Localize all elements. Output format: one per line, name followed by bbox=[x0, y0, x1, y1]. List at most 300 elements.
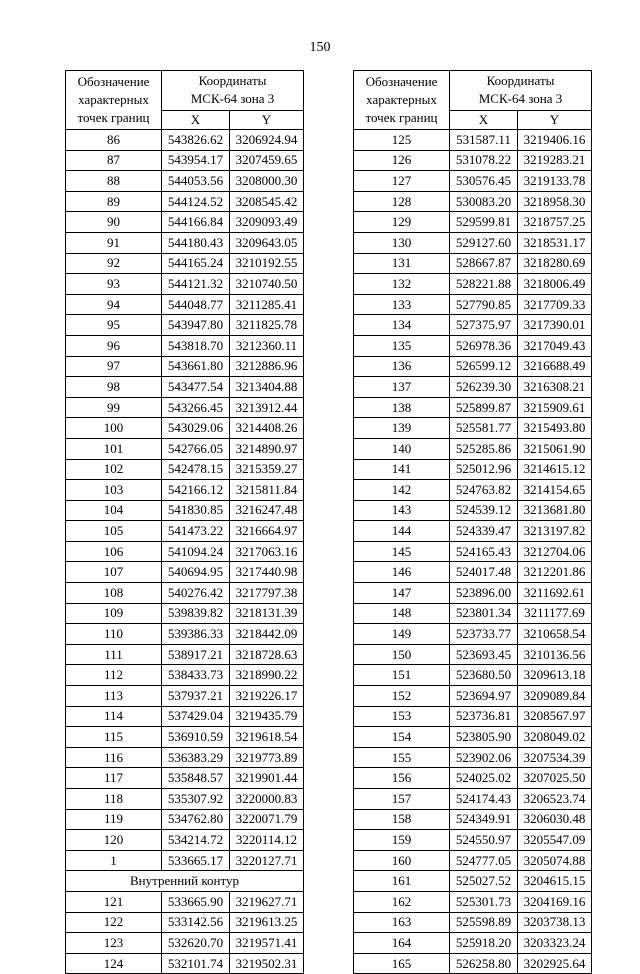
point-id-cell: 86 bbox=[66, 130, 162, 151]
coordinates-table-left bbox=[65, 70, 304, 974]
x-coordinate-cell: 544165.24 bbox=[162, 253, 230, 274]
table-row bbox=[354, 541, 592, 562]
point-id-cell: 121 bbox=[66, 891, 162, 912]
point-id-cell: 106 bbox=[66, 541, 162, 562]
point-id-cell: 139 bbox=[354, 418, 450, 439]
table-row bbox=[66, 335, 304, 356]
table-row bbox=[354, 891, 592, 912]
table-row bbox=[66, 191, 304, 212]
y-coordinate-cell: 3209089.84 bbox=[518, 686, 592, 707]
y-coordinate-cell: 3205074.88 bbox=[518, 850, 592, 871]
point-id-cell: 123 bbox=[66, 933, 162, 954]
y-coordinate-cell: 3218757.25 bbox=[518, 212, 592, 233]
x-coordinate-cell: 533665.90 bbox=[162, 891, 230, 912]
table-row bbox=[66, 480, 304, 501]
point-id-cell: 116 bbox=[66, 747, 162, 768]
y-coordinate-cell: 3212360.11 bbox=[230, 335, 304, 356]
point-id-cell: 128 bbox=[354, 191, 450, 212]
x-coordinate-cell: 535307.92 bbox=[162, 789, 230, 810]
x-coordinate-cell: 523801.34 bbox=[450, 603, 518, 624]
table-row bbox=[66, 624, 304, 645]
table-row bbox=[66, 171, 304, 192]
y-coordinate-cell: 3215493.80 bbox=[518, 418, 592, 439]
table-row bbox=[66, 274, 304, 295]
point-id-cell: 1 bbox=[66, 850, 162, 871]
point-id-cell: 144 bbox=[354, 521, 450, 542]
point-id-cell: 111 bbox=[66, 644, 162, 665]
x-coordinate-cell: 543477.54 bbox=[162, 377, 230, 398]
point-id-cell: 89 bbox=[66, 191, 162, 212]
y-coordinate-cell: 3212886.96 bbox=[230, 356, 304, 377]
point-id-cell: 158 bbox=[354, 809, 450, 830]
x-coordinate-cell: 529599.81 bbox=[450, 212, 518, 233]
point-id-cell: 155 bbox=[354, 747, 450, 768]
y-coordinate-cell: 3205547.09 bbox=[518, 830, 592, 851]
point-id-cell: 147 bbox=[354, 583, 450, 604]
y-coordinate-cell: 3207534.39 bbox=[518, 747, 592, 768]
x-coordinate-cell: 526599.12 bbox=[450, 356, 518, 377]
y-coordinate-cell: 3219502.31 bbox=[230, 953, 304, 974]
table-row bbox=[354, 603, 592, 624]
x-coordinate-cell: 530576.45 bbox=[450, 171, 518, 192]
point-id-cell: 105 bbox=[66, 521, 162, 542]
x-coordinate-cell: 525285.86 bbox=[450, 438, 518, 459]
y-coordinate-cell: 3220071.79 bbox=[230, 809, 304, 830]
table-row bbox=[66, 541, 304, 562]
header-point-label bbox=[66, 71, 162, 130]
x-coordinate-cell: 544048.77 bbox=[162, 294, 230, 315]
header-coordinates bbox=[162, 71, 304, 111]
x-coordinate-cell: 538433.73 bbox=[162, 665, 230, 686]
table-row bbox=[354, 583, 592, 604]
y-coordinate-cell: 3215359.27 bbox=[230, 459, 304, 480]
header-coords-label: Координаты bbox=[198, 73, 267, 89]
y-coordinate-cell: 3204169.16 bbox=[518, 891, 592, 912]
x-coordinate-cell: 524539.12 bbox=[450, 500, 518, 521]
point-id-cell: 91 bbox=[66, 232, 162, 253]
x-coordinate-cell: 523896.00 bbox=[450, 583, 518, 604]
x-coordinate-cell: 542166.12 bbox=[162, 480, 230, 501]
x-coordinate-cell: 542478.15 bbox=[162, 459, 230, 480]
table-row bbox=[354, 850, 592, 871]
table-row bbox=[354, 150, 592, 171]
x-coordinate-cell: 525027.52 bbox=[450, 871, 518, 892]
point-id-cell: 102 bbox=[66, 459, 162, 480]
y-coordinate-cell: 3208000.30 bbox=[230, 171, 304, 192]
y-coordinate-cell: 3219901.44 bbox=[230, 768, 304, 789]
y-coordinate-cell: 3215909.61 bbox=[518, 397, 592, 418]
table-row bbox=[66, 356, 304, 377]
point-id-cell: 119 bbox=[66, 809, 162, 830]
point-id-cell: 138 bbox=[354, 397, 450, 418]
x-coordinate-cell: 536383.29 bbox=[162, 747, 230, 768]
table-row bbox=[354, 438, 592, 459]
y-coordinate-cell: 3210136.56 bbox=[518, 644, 592, 665]
header-y: Y bbox=[518, 110, 592, 129]
y-coordinate-cell: 3218442.09 bbox=[230, 624, 304, 645]
x-coordinate-cell: 524165.43 bbox=[450, 541, 518, 562]
table-row bbox=[66, 953, 304, 974]
point-id-cell: 136 bbox=[354, 356, 450, 377]
point-id-cell: 93 bbox=[66, 274, 162, 295]
x-coordinate-cell: 525918.20 bbox=[450, 933, 518, 954]
point-id-cell: 103 bbox=[66, 480, 162, 501]
y-coordinate-cell: 3218131.39 bbox=[230, 603, 304, 624]
point-id-cell: 114 bbox=[66, 706, 162, 727]
y-coordinate-cell: 3219283.21 bbox=[518, 150, 592, 171]
x-coordinate-cell: 539839.82 bbox=[162, 603, 230, 624]
y-coordinate-cell: 3220000.83 bbox=[230, 789, 304, 810]
table-row bbox=[354, 953, 592, 974]
point-id-cell: 132 bbox=[354, 274, 450, 295]
point-id-cell: 160 bbox=[354, 850, 450, 871]
x-coordinate-cell: 528667.87 bbox=[450, 253, 518, 274]
point-id-cell: 98 bbox=[66, 377, 162, 398]
y-coordinate-cell: 3214615.12 bbox=[518, 459, 592, 480]
table-row bbox=[66, 706, 304, 727]
table-row bbox=[66, 912, 304, 933]
point-id-cell: 97 bbox=[66, 356, 162, 377]
x-coordinate-cell: 543029.06 bbox=[162, 418, 230, 439]
point-id-cell: 163 bbox=[354, 912, 450, 933]
point-id-cell: 159 bbox=[354, 830, 450, 851]
x-coordinate-cell: 537937.21 bbox=[162, 686, 230, 707]
x-coordinate-cell: 543947.80 bbox=[162, 315, 230, 336]
table-row bbox=[354, 253, 592, 274]
table-row bbox=[66, 583, 304, 604]
x-coordinate-cell: 538917.21 bbox=[162, 644, 230, 665]
x-coordinate-cell: 531587.11 bbox=[450, 130, 518, 151]
y-coordinate-cell: 3219618.54 bbox=[230, 727, 304, 748]
point-id-cell: 142 bbox=[354, 480, 450, 501]
table-row bbox=[354, 809, 592, 830]
y-coordinate-cell: 3216664.97 bbox=[230, 521, 304, 542]
y-coordinate-cell: 3217049.43 bbox=[518, 335, 592, 356]
x-coordinate-cell: 534762.80 bbox=[162, 809, 230, 830]
x-coordinate-cell: 528221.88 bbox=[450, 274, 518, 295]
y-coordinate-cell: 3206924.94 bbox=[230, 130, 304, 151]
y-coordinate-cell: 3219226.17 bbox=[230, 686, 304, 707]
header-x: X bbox=[450, 110, 518, 129]
y-coordinate-cell: 3207025.50 bbox=[518, 768, 592, 789]
y-coordinate-cell: 3216688.49 bbox=[518, 356, 592, 377]
x-coordinate-cell: 525581.77 bbox=[450, 418, 518, 439]
left-table-body bbox=[66, 130, 304, 974]
x-coordinate-cell: 543826.62 bbox=[162, 130, 230, 151]
point-id-cell: 126 bbox=[354, 150, 450, 171]
x-coordinate-cell: 543661.80 bbox=[162, 356, 230, 377]
table-row bbox=[354, 212, 592, 233]
table-row bbox=[354, 521, 592, 542]
x-coordinate-cell: 543266.45 bbox=[162, 397, 230, 418]
x-coordinate-cell: 525899.87 bbox=[450, 397, 518, 418]
x-coordinate-cell: 532620.70 bbox=[162, 933, 230, 954]
table-row bbox=[66, 747, 304, 768]
table-row bbox=[66, 603, 304, 624]
section-label-inner-contour: Внутренний контур bbox=[66, 871, 304, 892]
y-coordinate-cell: 3211285.41 bbox=[230, 294, 304, 315]
table-row bbox=[354, 686, 592, 707]
table-row bbox=[354, 500, 592, 521]
x-coordinate-cell: 527790.85 bbox=[450, 294, 518, 315]
table-row bbox=[66, 789, 304, 810]
x-coordinate-cell: 530083.20 bbox=[450, 191, 518, 212]
table-row bbox=[66, 418, 304, 439]
y-coordinate-cell: 3218006.49 bbox=[518, 274, 592, 295]
point-id-cell: 151 bbox=[354, 665, 450, 686]
y-coordinate-cell: 3203738.13 bbox=[518, 912, 592, 933]
header-coords-label: Координаты bbox=[486, 73, 555, 89]
point-id-cell: 145 bbox=[354, 541, 450, 562]
table-row bbox=[66, 686, 304, 707]
table-row bbox=[354, 727, 592, 748]
x-coordinate-cell: 540276.42 bbox=[162, 583, 230, 604]
table-row bbox=[354, 397, 592, 418]
x-coordinate-cell: 524349.91 bbox=[450, 809, 518, 830]
table-row bbox=[354, 789, 592, 810]
table-row bbox=[354, 418, 592, 439]
point-id-cell: 150 bbox=[354, 644, 450, 665]
x-coordinate-cell: 525012.96 bbox=[450, 459, 518, 480]
x-coordinate-cell: 523693.45 bbox=[450, 644, 518, 665]
point-id-cell: 135 bbox=[354, 335, 450, 356]
y-coordinate-cell: 3218958.30 bbox=[518, 191, 592, 212]
y-coordinate-cell: 3207459.65 bbox=[230, 150, 304, 171]
y-coordinate-cell: 3210740.50 bbox=[230, 274, 304, 295]
y-coordinate-cell: 3210192.55 bbox=[230, 253, 304, 274]
header-point-line: точек границ bbox=[365, 110, 438, 125]
y-coordinate-cell: 3215811.84 bbox=[230, 480, 304, 501]
header-y: Y bbox=[230, 110, 304, 129]
y-coordinate-cell: 3219571.41 bbox=[230, 933, 304, 954]
table-row bbox=[66, 562, 304, 583]
point-id-cell: 149 bbox=[354, 624, 450, 645]
table-row bbox=[354, 335, 592, 356]
x-coordinate-cell: 544180.43 bbox=[162, 232, 230, 253]
point-id-cell: 124 bbox=[66, 953, 162, 974]
x-coordinate-cell: 527375.97 bbox=[450, 315, 518, 336]
x-coordinate-cell: 523736.81 bbox=[450, 706, 518, 727]
header-point-line: Обозначение bbox=[365, 74, 438, 89]
x-coordinate-cell: 541830.85 bbox=[162, 500, 230, 521]
point-id-cell: 127 bbox=[354, 171, 450, 192]
y-coordinate-cell: 3218531.17 bbox=[518, 232, 592, 253]
y-coordinate-cell: 3214408.26 bbox=[230, 418, 304, 439]
table-row bbox=[66, 377, 304, 398]
point-id-cell: 107 bbox=[66, 562, 162, 583]
table-row bbox=[354, 644, 592, 665]
x-coordinate-cell: 531078.22 bbox=[450, 150, 518, 171]
table-row bbox=[354, 356, 592, 377]
header-point-line: точек границ bbox=[77, 110, 150, 125]
x-coordinate-cell: 525301.73 bbox=[450, 891, 518, 912]
y-coordinate-cell: 3214154.65 bbox=[518, 480, 592, 501]
table-row bbox=[354, 377, 592, 398]
table-row bbox=[354, 562, 592, 583]
table-row bbox=[66, 727, 304, 748]
y-coordinate-cell: 3213404.88 bbox=[230, 377, 304, 398]
x-coordinate-cell: 537429.04 bbox=[162, 706, 230, 727]
x-coordinate-cell: 540694.95 bbox=[162, 562, 230, 583]
y-coordinate-cell: 3211177.69 bbox=[518, 603, 592, 624]
header-x: X bbox=[162, 110, 230, 129]
table-row bbox=[354, 459, 592, 480]
table-row bbox=[66, 212, 304, 233]
point-id-cell: 87 bbox=[66, 150, 162, 171]
header-point-line: характерных bbox=[366, 92, 437, 107]
table-row bbox=[354, 933, 592, 954]
table-row bbox=[66, 665, 304, 686]
x-coordinate-cell: 526978.36 bbox=[450, 335, 518, 356]
x-coordinate-cell: 542766.05 bbox=[162, 438, 230, 459]
point-id-cell: 133 bbox=[354, 294, 450, 315]
table-row bbox=[66, 130, 304, 151]
y-coordinate-cell: 3213681.80 bbox=[518, 500, 592, 521]
table-row bbox=[354, 232, 592, 253]
table-row bbox=[354, 274, 592, 295]
point-id-cell: 122 bbox=[66, 912, 162, 933]
point-id-cell: 148 bbox=[354, 603, 450, 624]
table-row bbox=[354, 706, 592, 727]
x-coordinate-cell: 524174.43 bbox=[450, 789, 518, 810]
table-row bbox=[66, 397, 304, 418]
table-row bbox=[354, 294, 592, 315]
table-row bbox=[66, 644, 304, 665]
y-coordinate-cell: 3220127.71 bbox=[230, 850, 304, 871]
x-coordinate-cell: 533665.17 bbox=[162, 850, 230, 871]
y-coordinate-cell: 3212704.06 bbox=[518, 541, 592, 562]
y-coordinate-cell: 3209093.49 bbox=[230, 212, 304, 233]
y-coordinate-cell: 3208049.02 bbox=[518, 727, 592, 748]
header-point-line: характерных bbox=[78, 92, 149, 107]
point-id-cell: 164 bbox=[354, 933, 450, 954]
table-row bbox=[66, 459, 304, 480]
y-coordinate-cell: 3217063.16 bbox=[230, 541, 304, 562]
point-id-cell: 88 bbox=[66, 171, 162, 192]
table-row bbox=[354, 191, 592, 212]
x-coordinate-cell: 533142.56 bbox=[162, 912, 230, 933]
x-coordinate-cell: 544121.32 bbox=[162, 274, 230, 295]
table-row bbox=[354, 624, 592, 645]
point-id-cell: 95 bbox=[66, 315, 162, 336]
x-coordinate-cell: 526258.80 bbox=[450, 953, 518, 974]
point-id-cell: 109 bbox=[66, 603, 162, 624]
y-coordinate-cell: 3219435.79 bbox=[230, 706, 304, 727]
table-row bbox=[354, 747, 592, 768]
x-coordinate-cell: 524017.48 bbox=[450, 562, 518, 583]
point-id-cell: 140 bbox=[354, 438, 450, 459]
y-coordinate-cell: 3217797.38 bbox=[230, 583, 304, 604]
x-coordinate-cell: 523805.90 bbox=[450, 727, 518, 748]
point-id-cell: 104 bbox=[66, 500, 162, 521]
table-row bbox=[354, 768, 592, 789]
table-row bbox=[66, 150, 304, 171]
table-row bbox=[354, 830, 592, 851]
table-row bbox=[66, 850, 304, 871]
point-id-cell: 146 bbox=[354, 562, 450, 583]
table-row bbox=[66, 315, 304, 336]
y-coordinate-cell: 3220114.12 bbox=[230, 830, 304, 851]
table-row bbox=[66, 294, 304, 315]
point-id-cell: 118 bbox=[66, 789, 162, 810]
point-id-cell: 143 bbox=[354, 500, 450, 521]
table-row bbox=[66, 232, 304, 253]
x-coordinate-cell: 523733.77 bbox=[450, 624, 518, 645]
y-coordinate-cell: 3202925.64 bbox=[518, 953, 592, 974]
header-coordinates bbox=[450, 71, 592, 111]
x-coordinate-cell: 543954.17 bbox=[162, 150, 230, 171]
point-id-cell: 137 bbox=[354, 377, 450, 398]
x-coordinate-cell: 524025.02 bbox=[450, 768, 518, 789]
y-coordinate-cell: 3209613.18 bbox=[518, 665, 592, 686]
point-id-cell: 112 bbox=[66, 665, 162, 686]
x-coordinate-cell: 536910.59 bbox=[162, 727, 230, 748]
y-coordinate-cell: 3214890.97 bbox=[230, 438, 304, 459]
point-id-cell: 131 bbox=[354, 253, 450, 274]
y-coordinate-cell: 3208545.42 bbox=[230, 191, 304, 212]
x-coordinate-cell: 524339.47 bbox=[450, 521, 518, 542]
y-coordinate-cell: 3209643.05 bbox=[230, 232, 304, 253]
section-row bbox=[66, 871, 304, 892]
header-system-label: МСК-64 зона 3 bbox=[190, 91, 275, 107]
point-id-cell: 152 bbox=[354, 686, 450, 707]
point-id-cell: 153 bbox=[354, 706, 450, 727]
y-coordinate-cell: 3211825.78 bbox=[230, 315, 304, 336]
y-coordinate-cell: 3208567.97 bbox=[518, 706, 592, 727]
table-row bbox=[354, 480, 592, 501]
point-id-cell: 130 bbox=[354, 232, 450, 253]
y-coordinate-cell: 3219773.89 bbox=[230, 747, 304, 768]
point-id-cell: 129 bbox=[354, 212, 450, 233]
y-coordinate-cell: 3203323.24 bbox=[518, 933, 592, 954]
point-id-cell: 120 bbox=[66, 830, 162, 851]
y-coordinate-cell: 3218280.69 bbox=[518, 253, 592, 274]
coordinates-table-right bbox=[353, 70, 592, 974]
table-row bbox=[66, 438, 304, 459]
point-id-cell: 99 bbox=[66, 397, 162, 418]
y-coordinate-cell: 3217390.01 bbox=[518, 315, 592, 336]
point-id-cell: 110 bbox=[66, 624, 162, 645]
y-coordinate-cell: 3218990.22 bbox=[230, 665, 304, 686]
point-id-cell: 101 bbox=[66, 438, 162, 459]
y-coordinate-cell: 3217440.98 bbox=[230, 562, 304, 583]
point-id-cell: 117 bbox=[66, 768, 162, 789]
point-id-cell: 161 bbox=[354, 871, 450, 892]
x-coordinate-cell: 544124.52 bbox=[162, 191, 230, 212]
y-coordinate-cell: 3219406.16 bbox=[518, 130, 592, 151]
page-number: 150 bbox=[309, 40, 331, 55]
point-id-cell: 125 bbox=[354, 130, 450, 151]
y-coordinate-cell: 3216247.48 bbox=[230, 500, 304, 521]
y-coordinate-cell: 3206523.74 bbox=[518, 789, 592, 810]
x-coordinate-cell: 523902.06 bbox=[450, 747, 518, 768]
y-coordinate-cell: 3210658.54 bbox=[518, 624, 592, 645]
y-coordinate-cell: 3212201.86 bbox=[518, 562, 592, 583]
point-id-cell: 90 bbox=[66, 212, 162, 233]
point-id-cell: 162 bbox=[354, 891, 450, 912]
x-coordinate-cell: 543818.70 bbox=[162, 335, 230, 356]
header-point-line: Обозначение bbox=[77, 74, 150, 89]
point-id-cell: 165 bbox=[354, 953, 450, 974]
point-id-cell: 108 bbox=[66, 583, 162, 604]
y-coordinate-cell: 3211692.61 bbox=[518, 583, 592, 604]
table-row bbox=[66, 253, 304, 274]
table-row bbox=[66, 891, 304, 912]
y-coordinate-cell: 3217709.33 bbox=[518, 294, 592, 315]
x-coordinate-cell: 524777.05 bbox=[450, 850, 518, 871]
x-coordinate-cell: 525598.89 bbox=[450, 912, 518, 933]
table-row bbox=[66, 768, 304, 789]
